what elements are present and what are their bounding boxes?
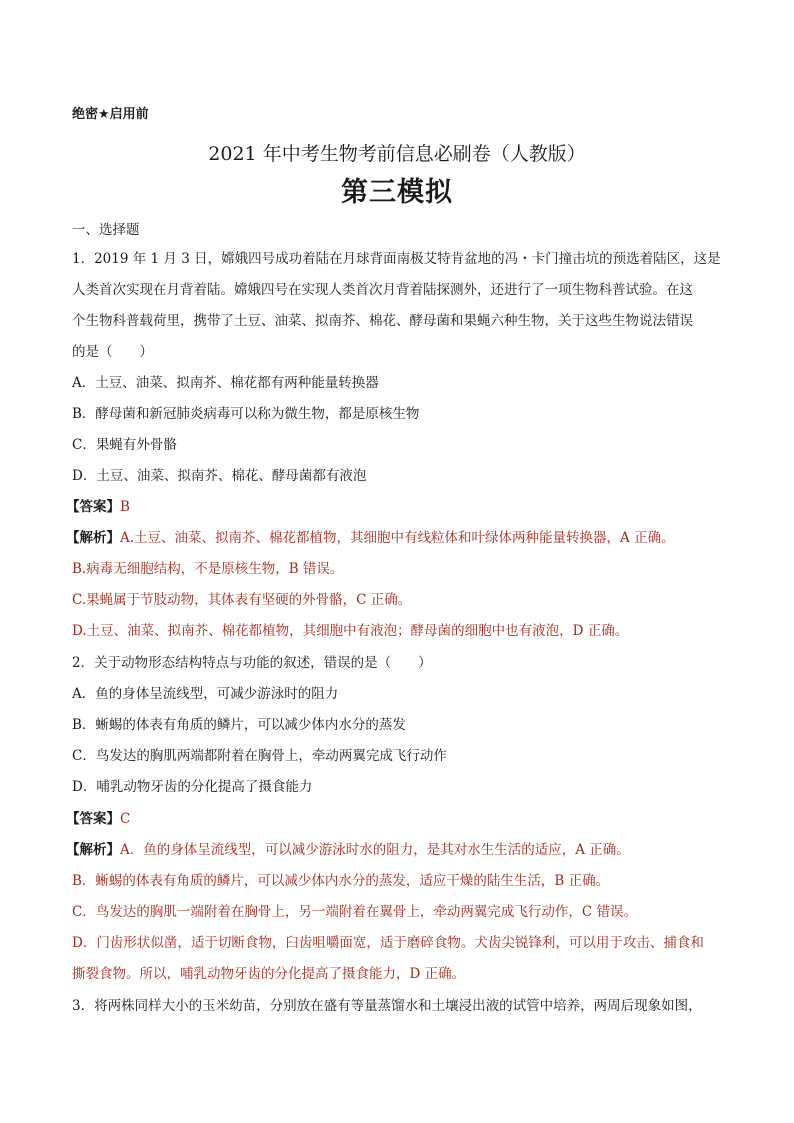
analysis-tag: 【解析】 [66,530,120,546]
analysis-tag: 【解析】 [66,842,120,858]
answer-tag: 【答案】 [66,499,120,515]
q1-answer [66,498,726,516]
q3-stem: 3．将两株同样大小的玉米幼苗，分别放在盛有等量蒸馏水和土壤浸出液的试管中培养，两周后现象如图， [72,998,702,1014]
q2-stem: 2．关于动物形态结构特点与功能的叙述，错误的是（ ） [72,655,432,671]
q1-analysis-line: D.土豆、油菜、拟南芥、棉花都植物，其细胞中有液泡；酵母菌的细胞中也有液泡，D 正确。 [72,623,629,639]
q2-option-d: D．哺乳动物牙齿的分化提高了摄食能力 [72,779,313,795]
q2-analysis-line: 撕裂食物。所以，哺乳动物牙齿的分化提高了摄食能力，D 正确。 [72,966,466,982]
q1-option-a: A．土豆、油菜、拟南芥、棉花都有两种能量转换器 [72,375,379,391]
secret-label: 绝密★启用前 [72,107,149,122]
q2-analysis-line: B．蜥蜴的体表有角质的鳞片，可以减少体内水分的蒸发，适应干燥的陆生生活，B 正确。 [72,873,610,889]
answer-value: B [120,499,130,515]
q1-stem-line: 1．2019 年 1 月 3 日，嫦娥四号成功着陆在月球背面南极艾特肯盆地的冯・卡门撞击坑的预选着陆区，这是 [72,251,721,267]
q2-analysis-line: 【解析】A．鱼的身体呈流线型，可以减少游泳时水的阻力，是其对水生生活的适应，A 正确。 [66,842,630,858]
q2-option-a: A．鱼的身体呈流线型，可减少游泳时的阻力 [72,686,339,702]
q2-analysis-line: C．鸟发达的胸肌一端附着在胸骨上，另一端附着在翼骨上，牵动两翼完成飞行动作，C 错误。 [72,904,637,920]
q1-analysis-line: C.果蝇属于节肢动物，其体表有坚硬的外骨骼，C 正确。 [72,592,412,608]
q2-analysis-line: D．门齿形状似凿，适于切断食物，臼齿咀嚼面宽，适于磨碎食物。犬齿尖锐锋利，可以用于攻击、捕食和 [72,935,704,951]
exam-title: 2021 年中考生物考前信息必刷卷（人教版） [208,143,586,165]
q2-answer [66,810,726,828]
q1-option-b: B．酵母菌和新冠肺炎病毒可以称为微生物，都是原核生物 [72,406,420,422]
answer-value: C [120,811,131,827]
q1-analysis-line: 【解析】A.土豆、油菜、拟南芥、棉花都植物，其细胞中有线粒体和叶绿体两种能量转换器，A 正确。 [66,530,675,546]
section-heading: 一、选择题 [72,222,140,238]
q1-stem-line: 个生物科普载荷里，携带了土豆、油菜、拟南芥、棉花、酵母菌和果蝇六种生物，关于这些生物说法错误 [72,313,693,329]
q1-option-c: C．果蝇有外骨骼 [72,437,177,453]
q2-option-c: C．鸟发达的胸肌两端都附着在胸骨上，牵动两翼完成飞行动作 [72,748,447,764]
q2-option-b: B．蜥蜴的体表有角质的鳞片，可以减少体内水分的蒸发 [72,717,406,733]
q1-option-d: D．土豆、油菜、拟南芥、棉花、酵母菌都有液泡 [72,468,367,484]
q1-stem-line: 的是（ ） [72,344,153,360]
q1-analysis-line: B.病毒无细胞结构，不是原核生物，B 错误。 [72,561,344,577]
answer-tag: 【答案】 [66,811,120,827]
q1-stem-line: 人类首次实现在月背着陆。嫦娥四号在实现人类首次月背着陆探测外，还进行了一项生物科普试验。在这 [72,282,693,298]
exam-subtitle: 第三模拟 [341,177,453,208]
